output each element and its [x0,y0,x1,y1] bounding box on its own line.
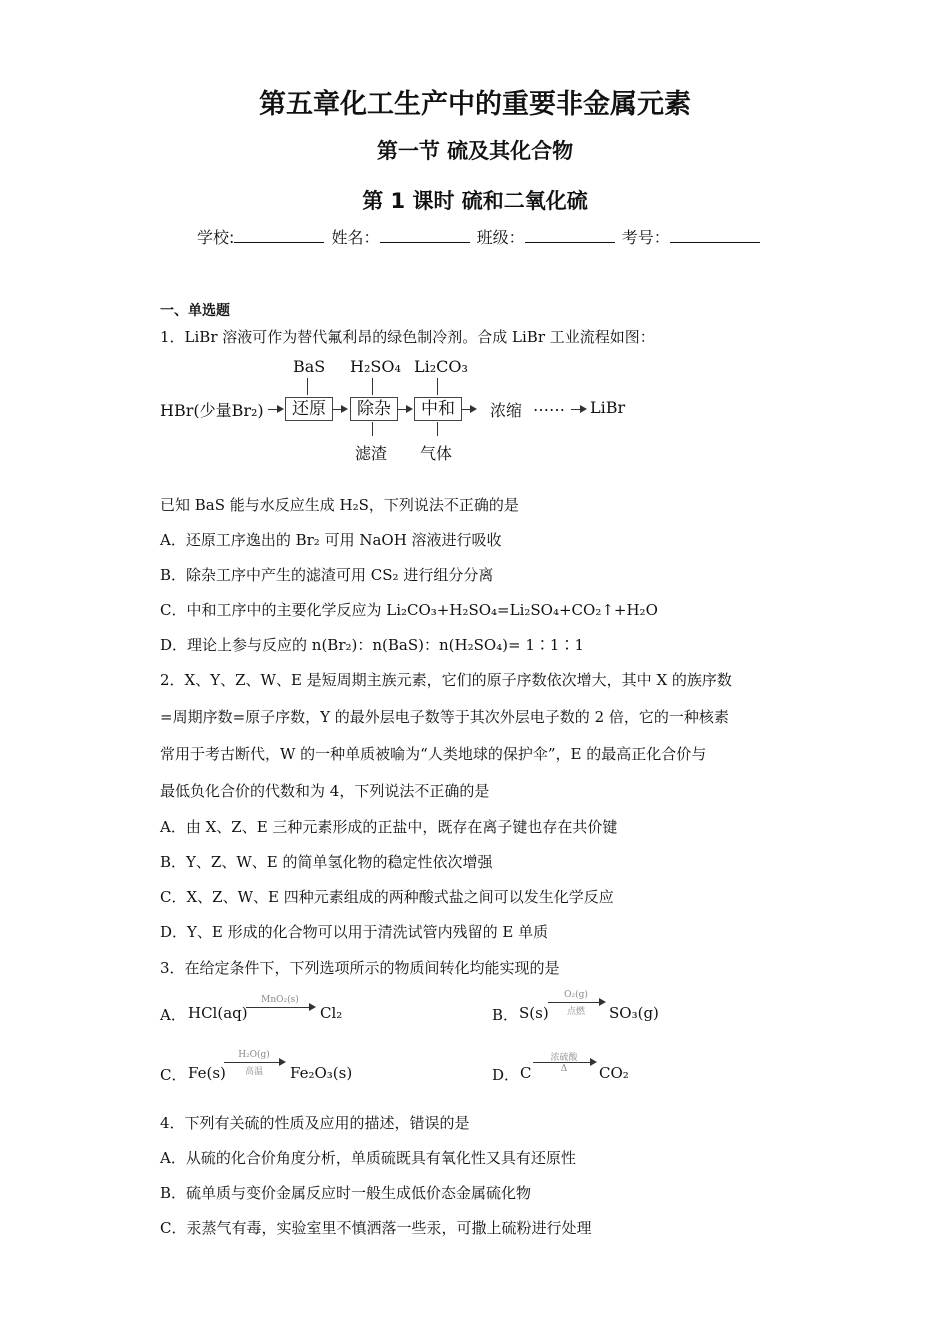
q3-stem: 3．在给定条件下，下列选项所示的物质间转化均能实现的是 [160,959,560,977]
section-title: 第一节 硫及其化合物 [376,139,574,163]
diagram-dots: …… [533,396,565,415]
q1-given: 已知 BaS 能与水反应生成 H₂S，下列说法不正确的是 [160,496,519,514]
arrow-icon [332,409,346,410]
student-info-line [197,225,762,248]
product: Fe₂O₃(s) [290,1064,353,1082]
down-arrow-icon [307,378,308,395]
reagent-bas: BaS [293,357,326,376]
down-arrow-icon [437,422,438,436]
step-neutralize: 中和 [414,397,462,421]
reagent-li2co3: Li₂CO₃ [414,357,468,376]
q2-option-c[interactable]: C．X、Z、W、E 四种元素组成的两种酸式盐之间可以发生化学反应 [160,888,614,906]
q4-option-b[interactable]: B．硫单质与变价金属反应时一般生成低价态金属硫化物 [160,1184,532,1202]
diagram-input: HBr(少量Br₂) [160,401,264,420]
reagent-h2so4: H₂SO₄ [350,357,401,376]
reactant: C [520,1064,532,1082]
condition-above: MnO₂(s) [261,995,299,1005]
lesson-title: 第 1 课时 硫和二氧化硫 [362,189,588,213]
school-blank[interactable] [234,228,324,243]
exam-number-blank[interactable] [670,228,760,243]
option-label: A． [160,1006,186,1024]
down-arrow-icon [437,378,438,395]
output-residue: 滤渣 [355,444,388,463]
q2-option-d[interactable]: D．Y、E 形成的化合物可以用于清洗试管内残留的 E 单质 [160,923,549,941]
option-label: B． [492,1006,519,1024]
down-arrow-icon [372,422,373,436]
reaction-arrow-icon [224,1062,284,1063]
chapter-title: 第五章化工生产中的重要非金属元素 [259,89,691,120]
reaction-arrow-icon [533,1062,595,1063]
option-label: D． [492,1066,520,1084]
q1-option-c[interactable]: C．中和工序中的主要化学反应为 Li₂CO₃+H₂SO₄=Li₂SO₄+CO₂↑+H₂O [160,601,658,619]
product: SO₃(g) [609,1004,659,1022]
section-heading: 一、单选题 [160,303,230,319]
arrow-icon [268,409,282,410]
q2-option-b[interactable]: B．Y、Z、W、E 的简单氢化物的稳定性依次增强 [160,853,493,871]
school-label: 学校: [197,228,235,247]
class-label: 班级： [476,228,525,247]
q2-stem-line: 常用于考古断代，W 的一种单质被喻为“人类地球的保护伞”，E 的最高正化合价与 [160,745,707,763]
class-blank[interactable] [525,228,615,243]
diagram-product: LiBr [590,398,626,417]
arrow-icon [571,409,585,410]
condition-below: 点燃 [566,1007,585,1017]
condition-above: O₂(g) [564,990,588,1000]
arrow-icon [397,409,411,410]
condition-above: 浓硫酸 [550,1053,578,1063]
q2-stem-line: 最低负化合价的代数和为 4，下列说法不正确的是 [160,782,490,800]
output-gas: 气体 [420,444,453,463]
product: Cl₂ [320,1004,343,1022]
q2-stem-line: =周期序数=原子序数，Y 的最外层电子数等于其次外层电子数的 2 倍，它的一种核素 [160,708,729,726]
diagram-concentrate: 浓缩 [490,401,523,420]
q4-option-a[interactable]: A．从硫的化合价角度分析，单质硫既具有氧化性又具有还原性 [160,1149,576,1167]
q2-stem-line: 2．X、Y、Z、W、E 是短周期主族元素，它们的原子序数依次增大，其中 X 的族序数 [160,671,732,689]
q4-stem: 4．下列有关硫的性质及应用的描述，错误的是 [160,1114,470,1132]
q1-option-d[interactable]: D．理论上参与反应的 n(Br₂)：n(BaS)：n(H₂SO₄)= 1∶1∶1 [160,636,584,654]
condition-above: H₂O(g) [238,1050,270,1060]
arrow-icon [461,409,475,410]
q4-option-c[interactable]: C．汞蒸气有毒，实验室里不慎洒落一些汞，可撒上硫粉进行处理 [160,1219,592,1237]
q1-option-b[interactable]: B．除杂工序中产生的滤渣可用 CS₂ 进行组分分离 [160,566,494,584]
reaction-arrow-icon [246,1007,314,1008]
q1-option-a[interactable]: A．还原工序逸出的 Br₂ 可用 NaOH 溶液进行吸收 [160,531,502,549]
product: CO₂ [599,1064,629,1082]
q1-stem: 1．LiBr 溶液可作为替代氟利昂的绿色制冷剂。合成 LiBr 工业流程如图： [160,328,655,346]
option-label: C． [160,1066,187,1084]
down-arrow-icon [372,378,373,395]
name-blank[interactable] [380,228,470,243]
step-reduce: 还原 [285,397,333,421]
step-purify: 除杂 [350,397,398,421]
q2-option-a[interactable]: A．由 X、Z、E 三种元素形成的正盐中，既存在离子键也存在共价键 [160,818,618,836]
name-label: 姓名： [331,228,380,247]
reaction-arrow-icon [548,1002,604,1003]
reactant: Fe(s) [188,1064,226,1082]
condition-below: 高温 [244,1067,263,1077]
reactant: S(s) [519,1004,549,1022]
reactant: HCl(aq) [188,1004,248,1022]
exam-number-label: 考号： [621,228,670,247]
condition-below: Δ [560,1064,568,1074]
